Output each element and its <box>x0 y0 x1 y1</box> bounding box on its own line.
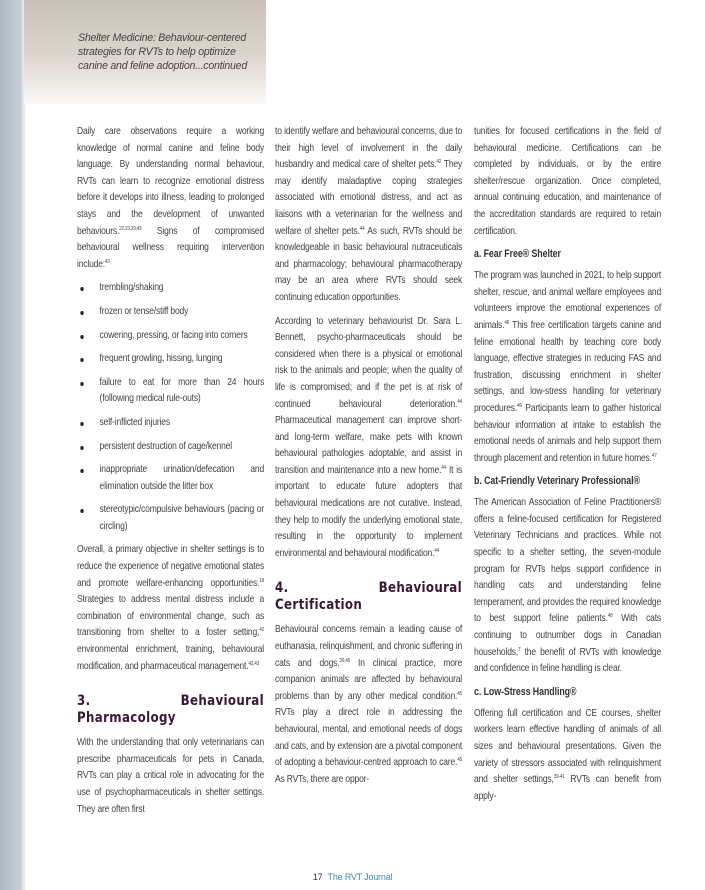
text-run: RVTs play a direct role in addressing the behavioural, mental, and emotional needs of dogs and cats, and by extension are a pivotal component of adopting a behaviour-centred approach to care. <box>275 707 463 769</box>
citation-superscript: 42 <box>436 159 442 166</box>
text-run: the benefit of RVTs with knowledge and confidence in feline handling is clear. <box>474 646 662 675</box>
column-2 <box>275 124 462 795</box>
subsection-heading: a. Fear Free® Shelter <box>474 248 561 261</box>
text-run: With the understanding that only veterinarians can prescribe pharmaceuticals for pets in Canada, RVTs can play a critical role in advocating for the use of psychopharmaceuticals in shelter settings. They are often first <box>77 737 265 815</box>
page-footer <box>0 872 705 883</box>
text-run: It is important to educate future adopters that behavioural medications are not curative. Instead, they help to modify the underlying emotional state, resulting in the opportunity to implement environmental and behavioural modification. <box>275 464 463 559</box>
citation-superscript: 43 <box>104 258 110 265</box>
citation-superscript: 45 <box>457 690 463 697</box>
body-paragraph <box>275 124 462 307</box>
text-run: Pharmaceutical management can improve short- and long-term welfare, make pets with known behavioural pathologies adoptable, and assist in transition and maintenance into a new home. <box>275 415 463 476</box>
body-paragraph <box>77 735 264 818</box>
text-run: The program was launched in 2021, to help support shelter, rescue, and animal welfare employees and volunteers improve the emotional experiences of animals. <box>474 270 662 331</box>
list-item: frequent growling, hissing, lunging <box>77 351 264 368</box>
page-edge-shadow <box>22 0 25 890</box>
subsection-heading: c. Low-Stress Handling® <box>474 685 577 698</box>
body-paragraph <box>474 706 661 806</box>
bullet-list <box>77 280 264 535</box>
body-paragraph <box>474 495 661 678</box>
page-number: 17 <box>312 872 323 882</box>
citation-superscript: 44 <box>359 225 365 232</box>
list-item: self-inflicted injuries <box>77 415 264 432</box>
body-paragraph <box>474 268 661 467</box>
citation-superscript: 45 <box>457 757 463 764</box>
text-run: They may identify maladaptive coping strategies associated with emotional distress, and act as liaisons with a veterinarian for the wellness and welfare of shelter pets. <box>275 159 463 237</box>
text-run: Overall, a primary objective in shelter settings is to reduce the experience of negative emotional states and promote welfare-enhancing opportunities. <box>77 544 265 589</box>
citation-superscript: 39-41 <box>553 774 565 781</box>
page-binding-edge <box>0 0 22 890</box>
section-heading: 4. Behavioural Certification <box>275 580 463 614</box>
citation-superscript: 39,45 <box>339 657 351 664</box>
text-run: Daily care observations require a working knowledge of normal canine and feline body language. By understanding normal behaviour, RVTs can learn to recognize emotional distress before it develops into illness, leading to prolonged stays and the development of unwanted behaviours. <box>77 126 265 237</box>
section-heading: 3. Behavioural Pharmacology <box>77 693 265 727</box>
text-run: According to veterinary behaviourist Dr. Sara L. Bennett, psycho-pharmaceuticals should be considered when there is a physical or emotional risk to the animals and people; when the quality of life is compromised; and if the pet is at risk of continued behavioural deterioration. <box>275 315 463 410</box>
text-run: Offering full certification and CE courses, shelter workers learn effective handling of animals of all sizes and behavioural presentations. Given the variety of stressors associated with relinquishment and shelter settings, <box>474 707 662 786</box>
text-run: As such, RVTs should be knowledgeable in basic behavioural nutraceuticals and pharmacology; behavioural pharmacotherapy may be an area where RVTs should seek continuing education opportunities. <box>275 225 463 303</box>
body-paragraph <box>275 622 462 788</box>
list-item: inappropriate urination/defecation and elimination outside the litter box <box>77 462 264 495</box>
column-3 <box>474 124 661 812</box>
citation-superscript: 18 <box>259 577 265 584</box>
citation-superscript: 44 <box>441 464 447 471</box>
text-run: In clinical practice, more companion animals are affected by behavioural problems than by any other medical condition. <box>275 657 463 702</box>
citation-superscript: 48 <box>607 613 613 620</box>
citation-superscript: 42,43 <box>248 660 260 667</box>
text-run: to identify welfare and behavioural concerns, due to their high level of involvement in the daily husbandry and medical care of shelter pets. <box>275 126 463 171</box>
text-run: environmental enrichment, training, behavioural modification, and pharmaceutical management. <box>77 644 265 672</box>
list-item: stereotypic/compulsive behaviours (pacing or circling) <box>77 502 264 535</box>
citation-superscript: 46 <box>517 402 522 409</box>
subsection-heading: b. Cat-Friendly Veterinary Professional® <box>474 475 640 488</box>
list-item: cowering, pressing, or facing into corners <box>77 328 264 345</box>
body-paragraph <box>77 124 264 273</box>
list-item: frozen or tense/stiff body <box>77 304 264 321</box>
body-paragraph <box>275 314 462 563</box>
text-run: RVTs can benefit from apply- <box>474 774 662 802</box>
text-run: tunities for focused certifications in the field of behavioural medicine. Certifications can be completed by individuals, or by the entire shelter/rescue organization. Once completed, annual continuing education, and maintenance of the accreditation standards are required to retain certification. <box>474 126 662 237</box>
body-paragraph <box>474 124 661 240</box>
body-paragraph <box>77 542 264 675</box>
citation-superscript: 22,23,29,43 <box>119 225 142 232</box>
text-run: Behavioural concerns remain a leading cause of euthanasia, relinquishment, and chronic suffering in cats and dogs. <box>275 624 463 669</box>
citation-superscript: 46 <box>504 319 510 326</box>
citation-superscript: 47 <box>651 452 657 459</box>
citation-superscript: 44 <box>434 547 440 554</box>
list-item: persistent destruction of cage/kennel <box>77 439 264 456</box>
text-run: The American Association of Feline Practitioners® offers a feline-focused certification for Registered Veterinary Technicians and practices. While not specific to a shelter setting, the seven-module program for RVTs helps support confidence in handling cats and understanding feline temperament, and provides the required knowledge to best support feline patients. <box>474 497 662 625</box>
journal-name: The RVT Journal <box>327 872 393 882</box>
running-head: Shelter Medicine: Behaviour-centered strategies for RVTs to help optimize canine and feline adoption...continued <box>78 32 247 72</box>
list-item: trembling/shaking <box>77 280 264 297</box>
citation-superscript: 42 <box>259 627 265 634</box>
citation-superscript: 7 <box>518 646 521 653</box>
list-item: failure to eat for more than 24 hours (following medical rule-outs) <box>77 375 264 408</box>
column-1 <box>77 124 264 825</box>
text-run: Signs of compromised behavioural wellness requiring intervention include: <box>77 225 265 270</box>
text-run: With cats continuing to outnumber dogs in Canadian households, <box>474 613 662 658</box>
text-run: Strategies to address mental distress include a combination of environmental change, such as transitioning from shelter to a foster setting, <box>77 594 265 639</box>
citation-superscript: 44 <box>457 398 463 405</box>
text-run: As RVTs, there are oppor- <box>275 773 370 785</box>
text-run: This free certification targets canine and feline emotional health by teaching core body language, effective strategies in reducing FAS and frustration, discussing enrichment in shelter settings, and low-stress handling for veterinary procedures. <box>474 319 662 414</box>
text-run: Participants learn to gather historical behaviour information at intake to establish the emotional needs of animals and help support them through placement and retention in future homes. <box>474 402 662 464</box>
